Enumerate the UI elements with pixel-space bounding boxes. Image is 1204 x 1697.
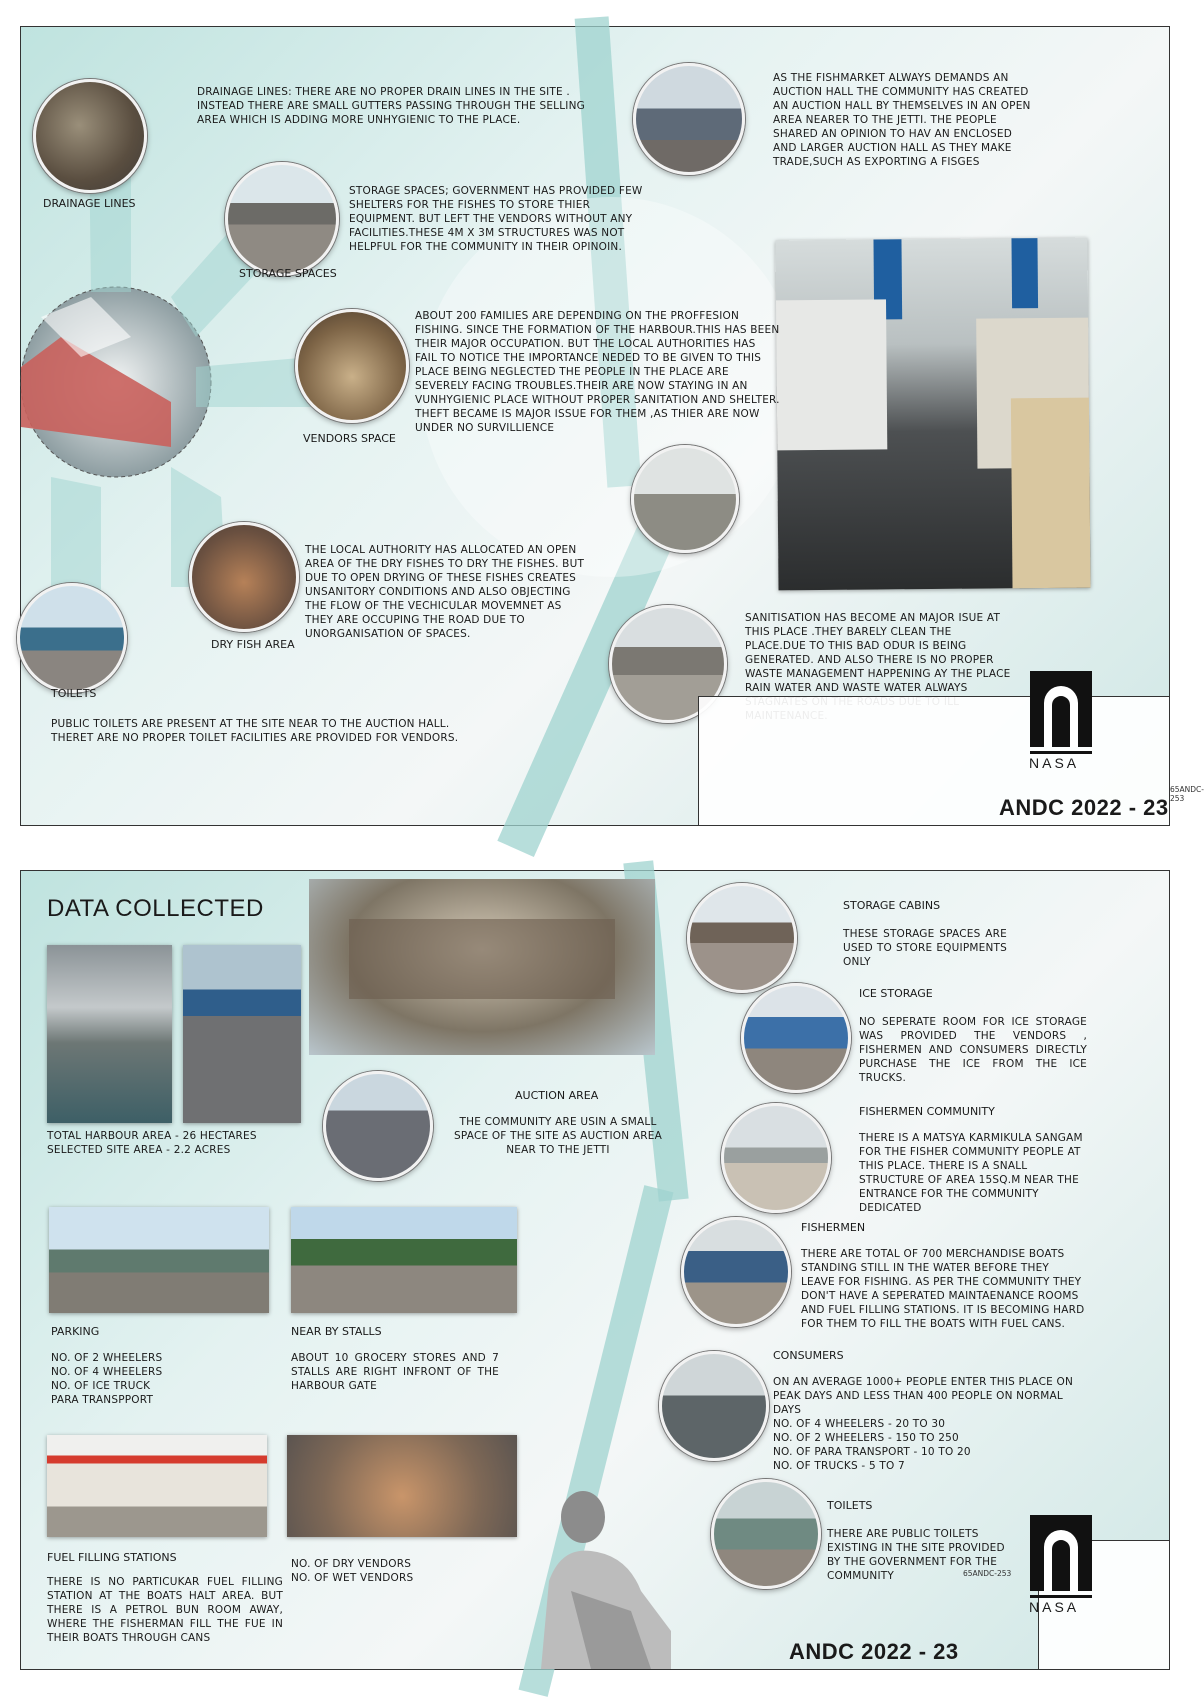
dryfish-label: DRY FISH AREA (211, 638, 295, 651)
fuel-station-photo (47, 1435, 267, 1537)
vendors-line: NO. OF DRY VENDORS (291, 1558, 412, 1570)
vendors-list (291, 1557, 491, 1585)
consumers-line: NO. OF 4 WHEELERS - 20 TO 30 (773, 1418, 946, 1430)
consumers-line: NO. OF TRUCKS - 5 TO 7 (773, 1460, 905, 1472)
consumers-list (773, 1375, 1073, 1473)
dryfish-photo-2 (183, 945, 301, 1123)
toilets-text-2: THERE ARE PUBLIC TOILETS EXISTING IN THE SITE PROVIDED BY THE GOVERNMENT FOR THE COMMUNITY (827, 1528, 1005, 1582)
dry-vendors-photo (287, 1435, 517, 1537)
consumers-label: CONSUMERS (773, 1349, 844, 1362)
nasa-text: NASA (1029, 755, 1080, 771)
stalls-photo (291, 1207, 517, 1313)
storage-cabins-label: STORAGE CABINS (843, 899, 941, 912)
site-area-text: SELECTED SITE AREA - 2.2 ACRES (47, 1144, 231, 1156)
drainage-text: DRAINAGE LINES: THERE ARE NO PROPER DRAIN LINES IN THE SITE . INSTEAD THERE ARE SMALL GUTTERS PASSING THROUGH THE SELLING AREA WHICH IS ADDING MORE UNHYGIENIC TO THE PLACE. (197, 86, 585, 126)
consumers-line: NO. OF 2 WHEELERS - 150 TO 250 (773, 1432, 959, 1444)
vendors-photo (295, 309, 409, 423)
street-photo (631, 445, 739, 553)
consumers-photo (659, 1351, 769, 1461)
sanitation-text: SANITISATION HAS BECOME AN MAJOR ISUE AT THIS PLACE .THEY BARELY CLEAN THE PLACE.DUE TO THIS BAD ODUR IS BEING GENERATED. AND ALSO THERE IS NO PROPER WASTE MANAGEMENT HAPPENING AY THE PLACE RAIN WATER AND WASTE WATER ALWAYS (745, 612, 1011, 694)
man-silhouette-icon (531, 1481, 681, 1669)
auction-area-text: THE COMMUNITY ARE USIN A SMALL SPACE OF THE SITE AS AUCTION AREA NEAR TO THE JETTI (454, 1116, 662, 1156)
storage-cabins-text: THESE STORAGE SPACES ARE USED TO STORE EQUIPMENTS ONLY (843, 928, 1007, 968)
market-corridor-photo (775, 238, 1090, 591)
title-block (698, 696, 1204, 825)
dryfish-text: THE LOCAL AUTHORITY HAS ALLOCATED AN OPEN AREA OF THE DRY FISHES TO DRY THE FISHES. BUT DUE TO OPEN DRYING OF THESE FISHES CREATES UNSANITORY CONDITIONS AND ALSO OBJECTING THE FLOW OF THE VECHICULAR MOVEMNET AS THEY ARE OCCUPING THE ROAD DUE TO UNORGANISATION OF SPACES. (305, 544, 585, 640)
fishermen-text: THERE ARE TOTAL OF 700 MERCHANDISE BOATS STANDING STILL IN THE WATER BEFORE THEY LEAVE FOR FISHING. AS PER THE COMMUNITY THEY DON'T HAVE A SEPERATED MAINTAENANCE ROOMS AND FUEL FILLING STATIONS. IT IS BECOMING HARD FOR THEM TO FILL THE BOATS WITH FUEL CANS. (801, 1248, 1085, 1330)
community-label: FISHERMEN COMMUNITY (859, 1105, 995, 1118)
fuel-text: THERE IS NO PARTICUKAR FUEL FILLING STATION AT THE BOATS HALT AREA. BUT THERE IS A PETROL BUN ROOM AWAY, WHERE THE FISHERMAN FILL THE FUE IN THEIR BOATS THROUGH CANS (47, 1576, 283, 1644)
toilets-text: PUBLIC TOILETS ARE PRESENT AT THE SITE NEAR TO THE AUCTION HALL. THERET ARE NO PROPER TOILET FACILITIES ARE PROVIDED FOR VENDORS. (51, 718, 459, 744)
sheet-site-issues (20, 26, 1204, 826)
stalls-label: NEAR BY STALLS (291, 1325, 382, 1338)
andc-label: ANDC 2022 - 23 (999, 795, 1169, 820)
vendors-label: VENDORS SPACE (303, 432, 396, 445)
ice-storage-label: ICE STORAGE (859, 987, 933, 1000)
storage-label: STORAGE SPACES (239, 267, 337, 280)
consumers-line: NO. OF PARA TRANSPORT - 10 TO 20 (773, 1446, 971, 1458)
auction-area-photo (323, 1071, 433, 1181)
parking-list (51, 1351, 251, 1407)
nasa-text: NASA (1029, 1599, 1080, 1615)
consumers-line: ON AN AVERAGE 1000+ PEOPLE ENTER THIS PLACE ON PEAK DAYS AND LESS THAN 400 PEOPLE ON NORMAL DAYS (773, 1376, 1074, 1416)
drainage-label: DRAINAGE LINES (43, 197, 136, 210)
parking-line: PARA TRANSPPORT (51, 1394, 154, 1406)
parking-line: NO. OF 4 WHEELERS (51, 1366, 163, 1378)
fishermen-community-photo (721, 1103, 831, 1213)
auction-photo (633, 63, 745, 175)
parking-photo (49, 1207, 269, 1313)
page-title: DATA COLLECTED (47, 895, 264, 922)
boats-collage (309, 879, 655, 1055)
parking-line: NO. OF ICE TRUCK (51, 1380, 151, 1392)
toilets-photo (17, 583, 127, 693)
stalls-text: ABOUT 10 GROCERY STORES AND 7 STALLS ARE RIGHT INFRONT OF THE HARBOUR GATE (291, 1352, 499, 1392)
ice-storage-text: NO SEPERATE ROOM FOR ICE STORAGE WAS PROVIDED THE VENDORS , FISHERMEN AND CONSUMERS DIRECTLY PURCHASE THE ICE FROM THE ICE TRUCKS. (859, 1016, 1087, 1084)
vendors-text: ABOUT 200 FAMILIES ARE DEPENDING ON THE PROFFESION FISHING. SINCE THE FORMATION OF THE HARBOUR.THIS HAS BEEN THEIR MAJOR OCCUPATION. BUT THE LOCAL AUTHORITIES HAS FAIL TO NOTICE THE IMPORTANCE NEDED TO BE GIVEN TO THIS PLACE BEING NEGLECTED THE PEOPLE IN THE PLACE ARE SEVERELY FACING TROUBLES.THEIR ARE NOW STAYING IN AN VUNHYGIENIC PLACE WITHOUT PROPER SANITATION AND SHELTER. THEFT BECAME IS MAJOR ISSUE FOR THEM ,AS THIER ARE NOW UNDER NO SURVILLIENCE (415, 310, 780, 434)
auction-area-label: AUCTION AREA (515, 1089, 599, 1102)
storage-photo (225, 162, 339, 276)
parking-label: PARKING (51, 1325, 100, 1338)
parking-line: NO. OF 2 WHEELERS (51, 1352, 163, 1364)
fishermen-label: FISHERMEN (801, 1221, 866, 1234)
harbour-area-text: TOTAL HARBOUR AREA - 26 HECTARES (47, 1130, 257, 1142)
andc-label: ANDC 2022 - 23 (789, 1639, 959, 1664)
ice-storage-photo (741, 983, 851, 1093)
entry-code: 65ANDC-253 (1170, 785, 1204, 803)
sheet-data-collected (20, 870, 1170, 1670)
dryfish-photo (189, 522, 299, 632)
toilets-label-2: TOILETS (827, 1499, 873, 1512)
toilets-photo-2 (711, 1479, 821, 1589)
vendors-line: NO. OF WET VENDORS (291, 1572, 414, 1584)
toilets-label: TOILETS (51, 687, 97, 700)
community-text: THERE IS A MATSYA KARMIKULA SANGAM FOR THE FISHER COMMUNITY PEOPLE AT THIS PLACE. THERE IS A SNALL STRUCTURE OF AREA 15SQ.M NEAR THE ENTRANCE FOR THE COMMUNITY DEDICATED (859, 1132, 1083, 1214)
fuel-label: FUEL FILLING STATIONS (47, 1551, 177, 1564)
auction-hall-text: AS THE FISHMARKET ALWAYS DEMANDS AN AUCTION HALL THE COMMUNITY HAS CREATED AN AUCTION HALL BY THEMSELVES IN AN OPEN AREA NEARER TO THE JETTI. THE PEOPLE SHARED AN OPINION TO HAV AN ENCLOSED AND LARGER AUCTION HALL AS THEY MAKE TRADE,SUCH AS EXPORTING A FISGES (773, 72, 1031, 168)
storage-text: STORAGE SPACES; GOVERNMENT HAS PROVIDED FEW SHELTERS FOR THE FISHES TO STORE THIER EQUIPMENT. BUT LEFT THE VENDORS WITHOUT ANY FACILITIES.THESE 4M X 3M STRUCTURES WAS NOT HELPFUL FOR THE COMMUNITY IN THEIR OPINOIN. (349, 185, 643, 253)
fishermen-photo (681, 1217, 791, 1327)
harbour-photo (47, 945, 172, 1123)
entry-code: 65ANDC-253 (963, 1569, 1012, 1578)
drainage-photo (33, 79, 147, 193)
storage-cabins-photo (687, 883, 797, 993)
